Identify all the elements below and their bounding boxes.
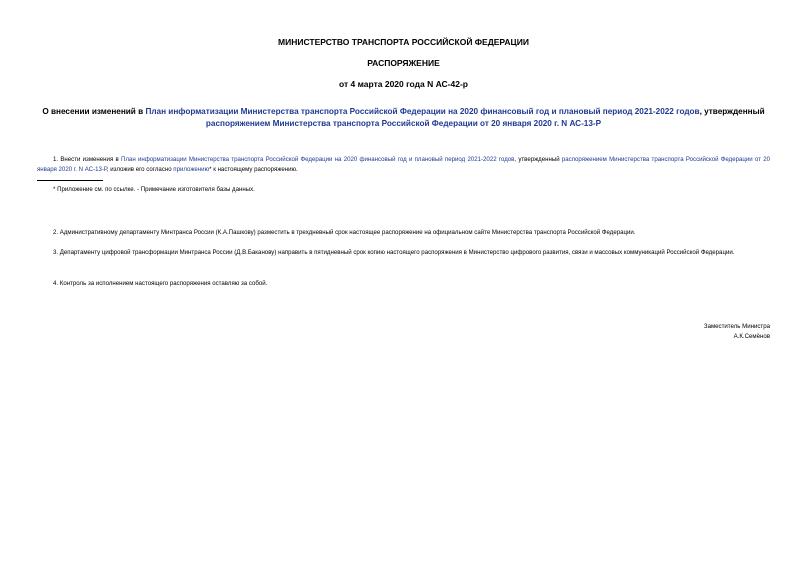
p1-text-part3: , изложив его согласно — [106, 166, 174, 173]
p1-link-appendix[interactable]: приложению — [173, 166, 210, 173]
signature-position: Заместитель Министра — [703, 323, 770, 330]
p1-link-plan[interactable]: План информатизации Министерства транспорта Российской Федерации на 2020 финансовый год и плановый период 2021-2022 годов — [121, 156, 515, 163]
signature-name: А.К.Семёнов — [733, 333, 770, 340]
paragraph-3 — [37, 248, 770, 258]
title-link-order[interactable]: распоряжением Министерства транспорта Российской Федерации от 20 января 2020 г. N АС-13-Р — [205, 119, 602, 128]
paragraph-2 — [37, 228, 770, 238]
paragraph-1 — [37, 155, 770, 175]
document-date-number: от 4 марта 2020 года N АС-42-р — [339, 79, 468, 89]
ministry-heading: МИНИСТЕРСТВО ТРАНСПОРТА РОССИЙСКОЙ ФЕДЕРАЦИИ — [278, 37, 529, 47]
footnote-divider — [37, 180, 103, 181]
p3-text: 3. Департаменту цифровой трансформации Минтранса России (Д.В.Баканову) направить в пятидневный срок копию настоящего распоряжения в Министерство цифрового развития, связи и массовых коммуникаций Российской Федерации. — [53, 249, 735, 256]
p1-link-order[interactable]: распоряжением Министерства транспорта Российской Федерации от 20 января 2020 г. N АС-13-Р — [37, 156, 770, 173]
paragraph-4 — [37, 279, 770, 289]
title-link-plan[interactable]: План информатизации Министерства транспорта Российской Федерации на 2020 финансовый год и плановый период 2021-2022 годов — [145, 107, 700, 116]
p1-text-part2: , утвержденный — [514, 156, 562, 163]
p1-text-part1: 1. Внести изменения в — [53, 156, 121, 163]
p4-text: 4. Контроль за исполнением настоящего распоряжения оставляю за собой. — [53, 280, 268, 287]
title-text-part1: О внесении изменений в — [42, 107, 146, 116]
p1-text-part4: * к настоящему распоряжению. — [209, 166, 298, 173]
title-text-part2: , утвержденный — [699, 107, 765, 116]
signature-block — [704, 322, 770, 342]
document-title — [40, 106, 767, 130]
document-type: РАСПОРЯЖЕНИЕ — [367, 58, 440, 68]
p2-text: 2. Административному департаменту Минтранса России (К.А.Пашкову) разместить в трехдневный срок настоящее распоряжение на официальном сайте Министерства транспорта Российской Федерации. — [53, 229, 636, 236]
footnote: * Приложение см. по ссылке. - Примечание изготовителя базы данных. — [53, 186, 255, 193]
